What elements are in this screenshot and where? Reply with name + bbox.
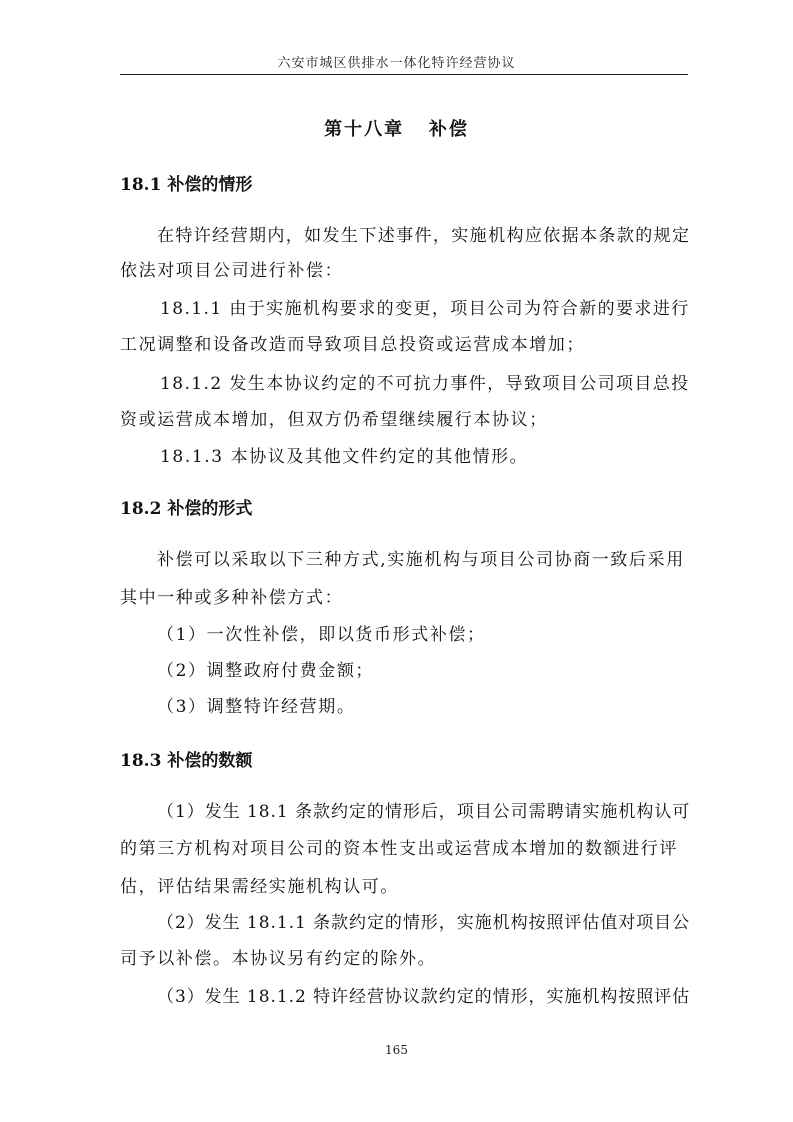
header-divider [120, 74, 688, 75]
section-heading-18-3: 18.3 补偿的数额 [120, 751, 253, 771]
clause-18-1-1-line: 工况调整和设备改造而导致项目总投资或运营成本增加； [120, 335, 585, 355]
section-heading-18-2: 18.2 补偿的形式 [120, 499, 253, 519]
clause-18-1-2-line: 资或运营成本增加，但双方仍希望继续履行本协议； [120, 410, 548, 430]
paragraph-line: （1）发生 18.1 条款约定的情形后，项目公司需聘请实施机构认可 [157, 802, 691, 822]
chapter-title: 第十八章 补偿 [324, 119, 469, 140]
paragraph-line: 估，评估结果需经实施机构认可。 [120, 877, 399, 897]
paragraph-line: （3）发生 18.1.2 特许经营协议款约定的情形，实施机构按照评估 [157, 987, 691, 1007]
clause-18-1-2-line: 18.1.2 发生本协议约定的不可抗力事件，导致项目公司项目总投 [160, 374, 690, 394]
list-item: （2）调整政府付费金额； [157, 661, 375, 681]
clause-18-1-1-line: 18.1.1 由于实施机构要求的变更，项目公司为符合新的要求进行 [160, 299, 690, 319]
paragraph-line: 在特许经营期内，如发生下述事件，实施机构应依据本条款的规定 [157, 226, 691, 246]
list-item: （3）调整特许经营期。 [157, 697, 356, 717]
paragraph-line: 其中一种或多种补偿方式： [120, 588, 344, 608]
paragraph-line: （2）发生 18.1.1 条款约定的情形，实施机构按照评估值对项目公 [157, 913, 691, 933]
paragraph-line: 补偿可以采取以下三种方式,实施机构与项目公司协商一致后采用 [157, 550, 685, 570]
clause-18-1-3-line: 18.1.3 本协议及其他文件约定的其他情形。 [160, 447, 529, 467]
list-item: （1）一次性补偿，即以货币形式补偿； [157, 625, 486, 645]
paragraph-line: 的第三方机构对项目公司的资本性支出或运营成本增加的数额进行评 [120, 839, 678, 859]
running-header: 六安市城区供排水一体化特许经营协议 [277, 56, 516, 71]
page-number: 165 [385, 1043, 408, 1057]
section-heading-18-1: 18.1 补偿的情形 [120, 175, 253, 195]
paragraph-line: 依法对项目公司进行补偿： [120, 261, 344, 281]
paragraph-line: 司予以补偿。本协议另有约定的除外。 [120, 949, 437, 969]
